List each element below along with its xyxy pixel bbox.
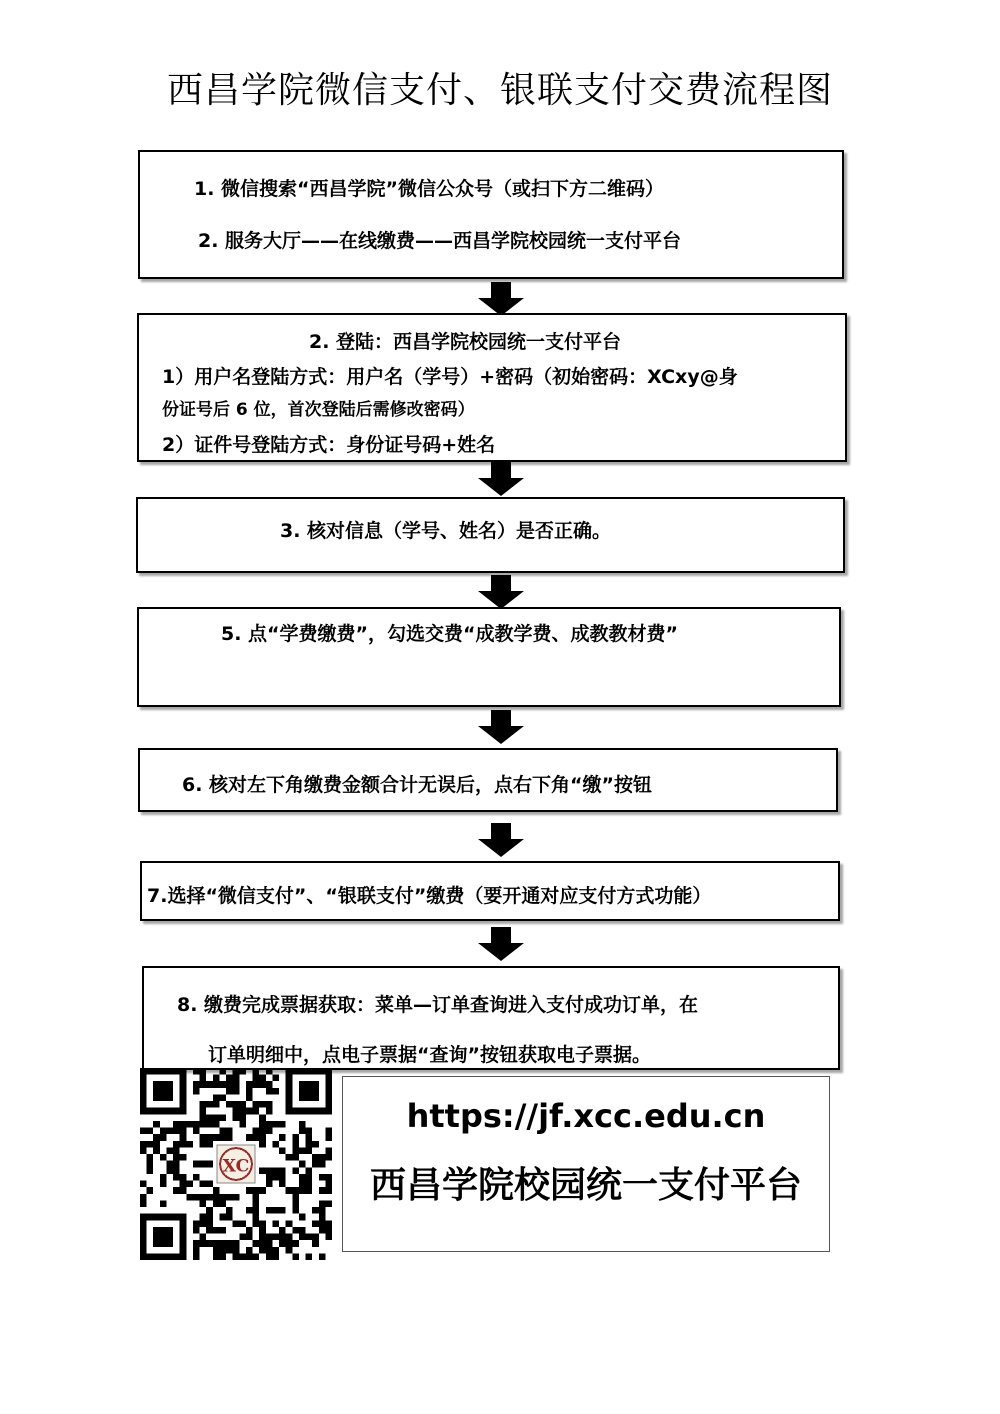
- step-6-line-1: 6. 核对左下角缴费金额合计无误后，点右下角“缴”按钮: [182, 774, 653, 796]
- step-2-line-4: 2）证件号登陆方式：身份证号码+姓名: [162, 434, 496, 456]
- step-5-box: [137, 607, 841, 707]
- step-8-line-1: 8. 缴费完成票据获取：菜单—订单查询进入支付成功订单，在: [177, 994, 699, 1016]
- step-1-box: [138, 150, 844, 279]
- step-8-line-2: 订单明细中，点电子票据“查询”按钮获取电子票据。: [208, 1044, 651, 1066]
- page-title: 西昌学院微信支付、银联支付交费流程图: [166, 70, 833, 111]
- step-7-box: [140, 861, 840, 921]
- platform-url-link[interactable]: https://jf.xcc.edu.cn: [406, 1097, 766, 1135]
- step-7-line-1: 7.选择“微信支付”、“银联支付”缴费（要开通对应支付方式功能）: [147, 885, 712, 907]
- step-8-box: [142, 966, 840, 1070]
- platform-name: 西昌学院校园统一支付平台: [369, 1165, 802, 1206]
- step-1-line-2: 2. 服务大厅——在线缴费——西昌学院校园统一支付平台: [198, 230, 682, 252]
- step-2-box: [137, 313, 847, 462]
- step-6-box: [138, 748, 838, 812]
- step-2-line-1: 2. 登陆：西昌学院校园统一支付平台: [309, 331, 622, 353]
- step-1-line-1: 1. 微信搜索“西昌学院”微信公众号（或扫下方二维码）: [194, 178, 665, 200]
- qr-logo-text: XC: [222, 1156, 250, 1177]
- step-2-line-3: 份证号后 6 位，首次登陆后需修改密码）: [162, 400, 475, 420]
- step-2-line-2: 1）用户名登陆方式：用户名（学号）+密码（初始密码：XCxy@身: [162, 366, 738, 388]
- arrow-down-icon: [478, 575, 524, 609]
- arrow-down-icon: [478, 823, 524, 857]
- arrow-down-icon: [478, 927, 524, 961]
- arrow-down-icon: [478, 462, 524, 496]
- platform-box: [342, 1076, 830, 1252]
- step-5-line-1: 5. 点“学费缴费”，勾选交费“成教学费、成教教材费”: [221, 623, 679, 645]
- qr-code-icon[interactable]: [140, 1068, 332, 1260]
- step-3-line-1: 3. 核对信息（学号、姓名）是否正确。: [280, 520, 612, 542]
- arrow-down-icon: [478, 282, 524, 316]
- arrow-down-icon: [478, 710, 524, 744]
- step-3-box: [136, 497, 845, 573]
